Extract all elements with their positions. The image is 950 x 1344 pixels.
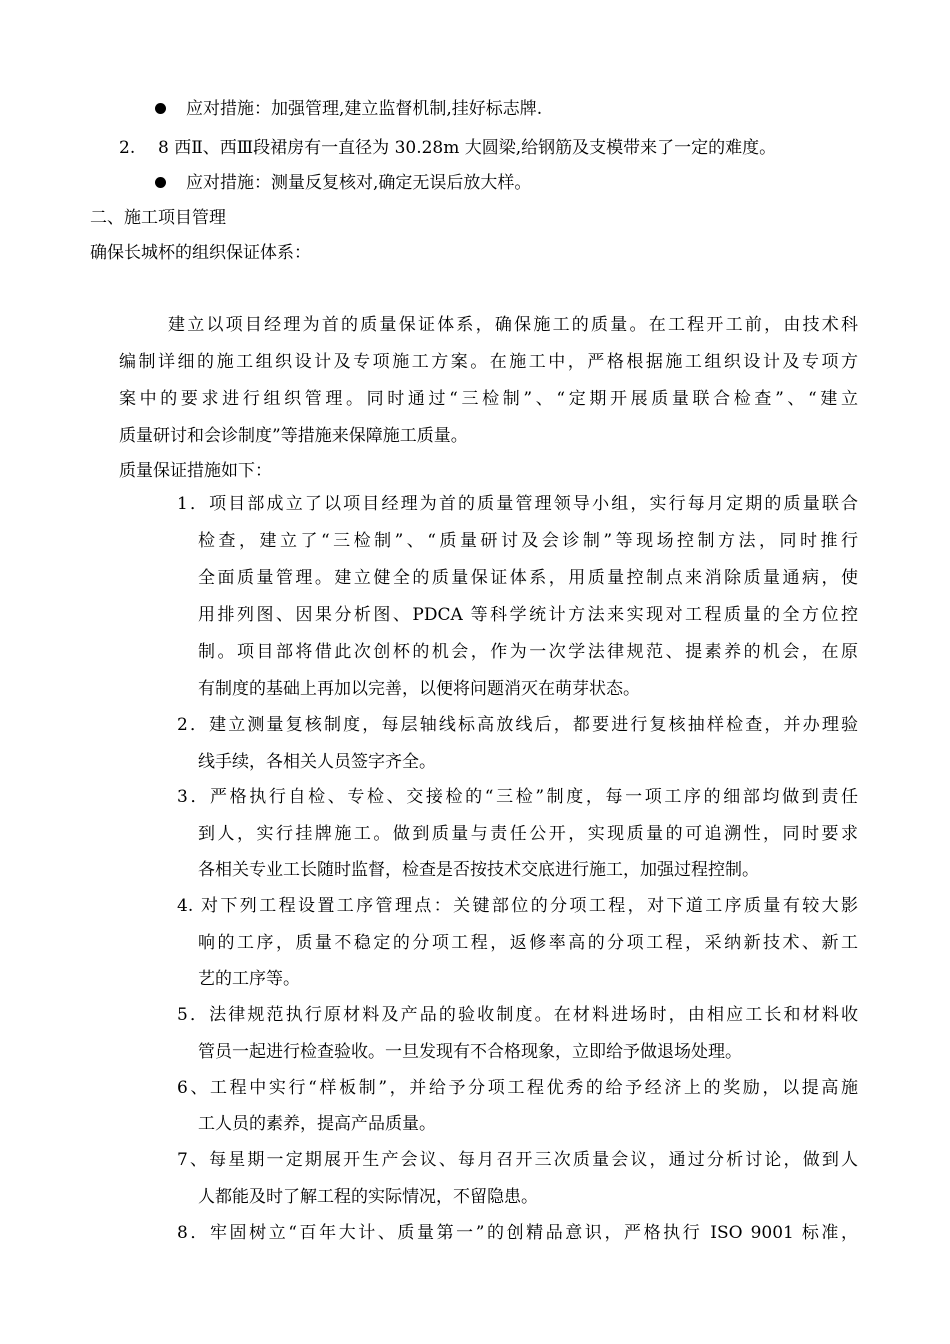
measure-line: 3．严格执行自检、专检、交接检的“三检”制度，每一项工序的细部均做到责任	[177, 787, 858, 807]
measure-line: 1．项目部成立了以项目经理为首的质量管理领导小组，实行每月定期的质量联合	[177, 494, 858, 514]
measure-line: 工人员的素养，提高产品质量。	[198, 1114, 436, 1134]
measure-line: 线手续，各相关人员签字齐全。	[198, 752, 436, 772]
measure-line: 全面质量管理。建立健全的质量保证体系，用质量控制点来消除质量通病，使	[198, 568, 858, 588]
measure-line: 到人，实行挂牌施工。做到质量与责任公开，实现质量的可追溯性，同时要求	[198, 824, 858, 844]
measure-line: 管员一起进行检查验收。一旦发现有不合格现象，立即给予做退场处理。	[198, 1042, 742, 1062]
measure-line: 4. 对下列工程设置工序管理点：关键部位的分项工程，对下道工序质量有较大影	[177, 896, 858, 916]
measures-title: 质量保证措施如下：	[119, 461, 272, 481]
intro-paragraph-line: 案中的要求进行组织管理。同时通过“三检制”、“定期开展质量联合检查”、“建立	[119, 389, 858, 409]
measure-line: 检查，建立了“三检制”、“质量研讨及会诊制”等现场控制方法，同时推行	[198, 531, 858, 551]
section-heading: 二、施工项目管理	[90, 208, 226, 228]
measure-line: 2．建立测量复核制度，每层轴线标高放线后，都要进行复核抽样检查，并办理验	[177, 715, 858, 735]
section-subheading: 确保长城杯的组织保证体系：	[90, 243, 311, 263]
measure-line: 8．牢固树立“百年大计、质量第一”的创精品意识，严格执行 ISO 9001 标准，	[177, 1223, 858, 1243]
list-number-2: 2.	[119, 138, 136, 158]
bullet-dot-icon	[155, 103, 166, 114]
measure-line: 各相关专业工长随时监督，检查是否按技术交底进行施工，加强过程控制。	[198, 860, 759, 880]
intro-paragraph-line: 编制详细的施工组织设计及专项施工方案。在施工中，严格根据施工组织设计及专项方	[119, 352, 858, 372]
measure-line: 艺的工序等。	[198, 969, 300, 989]
measure-line: 6、工程中实行“样板制”，并给予分项工程优秀的给予经济上的奖励，以提高施	[177, 1078, 858, 1098]
measure-line: 响的工序，质量不稳定的分项工程，返修率高的分项工程，采纳新技术、新工	[198, 933, 858, 953]
countermeasure-2: 应对措施：测量反复核对,确定无误后放大样。	[186, 173, 532, 193]
measure-line: 制。项目部将借此次创杯的机会，作为一次学法律规范、提素养的机会，在原	[198, 642, 858, 662]
intro-paragraph-line: 质量研讨和会诊制度”等措施来保障施工质量。	[119, 426, 468, 446]
measure-line: 有制度的基础上再加以完善，以便将问题消灭在萌芽状态。	[198, 679, 640, 699]
list-item-2-text: 8 西Ⅱ、西Ⅲ段裙房有一直径为 30.28m 大圆梁,给钢筋及支模带来了一定的难度。	[158, 138, 777, 158]
measure-line: 7、每星期一定期展开生产会议、每月召开三次质量会议，通过分析讨论，做到人	[177, 1150, 858, 1170]
measure-line: 人都能及时了解工程的实际情况，不留隐患。	[198, 1187, 538, 1207]
measure-line: 5．法律规范执行原材料及产品的验收制度。在材料进场时，由相应工长和材料收	[177, 1005, 858, 1025]
bullet-dot-icon	[155, 177, 166, 188]
measure-line: 用排列图、因果分析图、PDCA 等科学统计方法来实现对工程质量的全方位控	[198, 605, 858, 625]
countermeasure-1: 应对措施：加强管理,建立监督机制,挂好标志牌.	[186, 99, 543, 119]
intro-paragraph-line: 建立以项目经理为首的质量保证体系，确保施工的质量。在工程开工前，由技术科	[168, 315, 858, 335]
